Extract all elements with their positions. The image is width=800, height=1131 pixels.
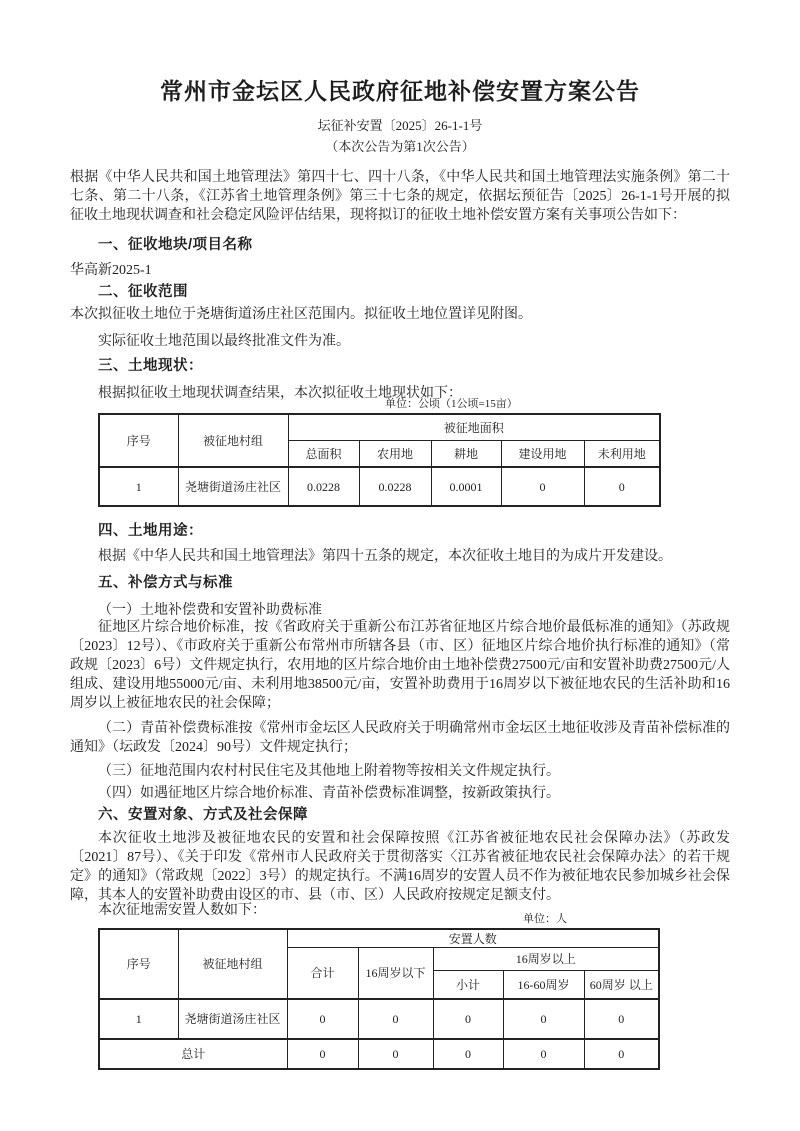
- t2-header-16-60: 16-60周岁: [503, 971, 584, 1000]
- t1-header-cultivated: 耕地: [431, 441, 501, 468]
- t2-row1-under16: 0: [358, 999, 433, 1039]
- section-1-heading: 一、征收地块/项目名称: [98, 237, 253, 253]
- t2-header-over60: 60周岁 以上: [584, 971, 659, 1000]
- section-2-paragraph-1: 本次拟征收土地位于尧塘街道汤庄社区范围内。拟征收土地位置详见附图。: [70, 307, 532, 322]
- t1-header-unused: 未利用地: [584, 441, 660, 468]
- section-3-paragraph-1: 根据拟征收土地现状调查结果，本次拟征收土地现状如下：: [98, 386, 462, 401]
- t2-total-label: 总计: [99, 1039, 287, 1069]
- project-name: 华高新2025-1: [70, 263, 152, 278]
- section-6-paragraph-1: 本次征收土地涉及被征地农民的安置和社会保障按照《江苏省被征地农民社会保障办法》（苏政发〔2021〕87号）、《关于印发《常州市人民政府关于贯彻落实〈江苏省被征地农民社会保障办法〉的若干规定》的通知》（常政规〔2022〕3号）的规定执行。不满16周岁的安置人员不作为被征地农民参加城乡社会保障，其本人的安置补助费由设区的市、县（市、区）人民政府按规定足额支付。: [70, 831, 730, 903]
- page-title: 常州市金坛区人民政府征地补偿安置方案公告: [160, 79, 640, 104]
- t2-header-under16: 16周岁以下: [358, 948, 433, 1000]
- intro-paragraph: 根据《中华人民共和国土地管理法》第四十七、四十八条，《中华人民共和国土地管理法实施条例》第二十七条、第二十八条，《江苏省土地管理条例》第三十七条的规定，依据坛预征告〔2025〕26-1-1号开展的拟征收土地现状调查和社会稳定风险评估结果，现将拟订的征收土地补偿安置方案有关事项公告如下：: [70, 170, 730, 223]
- t1-row1-unused: 0: [584, 467, 660, 506]
- table-2-unit-label: 单位：人: [523, 913, 567, 925]
- section-6-paragraph-2: 本次征地需安置人数如下：: [98, 903, 266, 918]
- t2-row1-village: 尧塘街道汤庄社区: [178, 999, 287, 1039]
- t1-row1-construction: 0: [501, 467, 584, 506]
- t2-header-village: 被征地村组: [178, 929, 287, 999]
- t2-total-total: 0: [287, 1039, 358, 1069]
- t2-row1-subtotal: 0: [433, 999, 503, 1039]
- section-5-item-1-body: 征地区片综合地价标准，按《省政府关于重新公布江苏省征地区片综合地价最低标准的通知》（苏政规〔2023〕12号）、《市政府关于重新公布常州市所辖各县（市、区）征地区片综合地价执行标准的通知》（常政规〔2023〕6号）文件规定执行，农用地的区片综合地价由土地补偿费27500元/亩和安置补助费27500元/人组成、建设用地55000元/亩、未利用地38500元/亩，安置补助费用于16周岁以下被征地农民的生活补助和16周岁以上被征地农民的社会保障；: [70, 620, 730, 711]
- t1-row1-agricultural: 0.0228: [359, 467, 431, 506]
- t1-header-seq: 序号: [99, 414, 178, 467]
- total-row: [99, 1039, 659, 1069]
- land-status-table: [98, 413, 661, 507]
- t1-header-village: 被征地村组: [178, 414, 288, 467]
- section-6-heading: 六、安置对象、方式及社会保障: [98, 807, 308, 823]
- t1-header-total-area: 总面积: [288, 441, 359, 468]
- t2-header-subtotal: 小计: [433, 971, 503, 1000]
- section-5-item-4: （四）如遇征地区片综合地价标准、青苗补偿费标准调整，按新政策执行。: [98, 786, 560, 801]
- section-4-paragraph-1: 根据《中华人民共和国土地管理法》第四十五条的规定，本次征收土地目的为成片开发建设。: [98, 549, 672, 564]
- notice-count-line: （本次公告为第1次公告）: [325, 139, 475, 154]
- t1-row1-total-area: 0.0228: [288, 467, 359, 506]
- table-row: [99, 467, 660, 506]
- table-1-unit-label: 单位：公顷（1公顷=15亩）: [385, 398, 518, 410]
- t2-row1-seq: 1: [99, 999, 178, 1039]
- t2-header-total: 合计: [287, 948, 358, 1000]
- t1-row1-seq: 1: [99, 467, 178, 506]
- t2-total-subtotal: 0: [433, 1039, 503, 1069]
- t2-total-16-60: 0: [503, 1039, 584, 1069]
- document-number: 坛征补安置〔2025〕26-1-1号: [317, 118, 483, 133]
- t2-total-under16: 0: [358, 1039, 433, 1069]
- t1-row1-cultivated: 0.0001: [431, 467, 501, 506]
- t1-header-agricultural: 农用地: [359, 441, 431, 468]
- section-2-heading: 二、征收范围: [98, 284, 188, 300]
- section-5-item-1-title: （一）土地补偿费和安置补助费标准: [98, 603, 322, 618]
- t2-total-over60: 0: [584, 1039, 659, 1069]
- t2-row1-over60: 0: [584, 999, 659, 1039]
- t2-header-seq: 序号: [99, 929, 178, 999]
- section-5-item-2: （二）青苗补偿费标准按《常州市金坛区人民政府关于明确常州市金坛区土地征收涉及青苗补偿标准的通知》（坛政发〔2024〕90号）文件规定执行；: [70, 721, 730, 755]
- resettlement-table: [98, 928, 660, 1070]
- t2-row1-total: 0: [287, 999, 358, 1039]
- t1-header-area-group: 被征地面积: [288, 414, 660, 441]
- section-3-heading: 三、土地现状：: [98, 358, 203, 374]
- section-2-paragraph-2: 实际征收土地范围以最终批准文件为准。: [98, 334, 350, 349]
- t1-header-construction: 建设用地: [501, 441, 584, 468]
- table-row: [99, 999, 659, 1039]
- t2-row1-16-60: 0: [503, 999, 584, 1039]
- section-5-heading: 五、补偿方式与标准: [98, 575, 233, 591]
- section-5-item-3: （三）征地范围内农村村民住宅及其他地上附着物等按相关文件规定执行。: [98, 764, 560, 779]
- t1-row1-village: 尧塘街道汤庄社区: [178, 467, 288, 506]
- t2-header-group: 安置人数: [287, 929, 659, 948]
- section-4-heading: 四、土地用途：: [98, 523, 203, 539]
- t2-header-over16-group: 16周岁以上: [433, 948, 659, 971]
